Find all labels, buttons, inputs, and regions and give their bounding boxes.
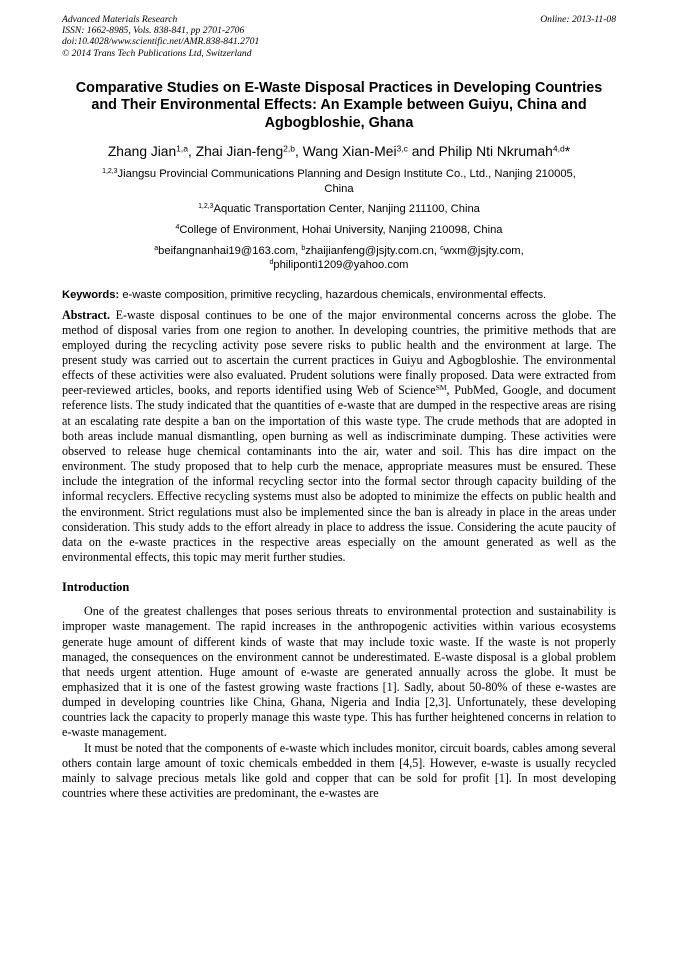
paper-page — [62, 14, 616, 801]
author-and: and — [407, 144, 439, 160]
abstract-label: Abstract. — [62, 307, 111, 322]
affiliation-line — [62, 167, 616, 181]
paper-title: Comparative Studies on E-Waste Disposal Practices in Developing Countries and Their Environmental Effects: An Example between Guiyu, China and Agbogbloshie, Ghana — [75, 79, 603, 131]
issn-line: ISSN: 1662-8985, Vols. 838-841, pp 2701-2706 — [62, 25, 245, 37]
email-superscript: d — [269, 259, 274, 267]
keywords-label: Keywords: — [62, 288, 120, 301]
affiliation-text: College of Environment, Hohai University, Nanjing 210098, China — [179, 223, 503, 236]
affiliation-text: Jiangsu Provincial Communications Planning and Design Institute Co., Ltd., Nanjing 210005, — [117, 168, 576, 181]
journal-name: Advanced Materials Research — [62, 14, 178, 25]
affiliation-line-continued: China — [324, 182, 354, 195]
email-block — [62, 244, 616, 272]
email-line — [62, 258, 616, 272]
abstract-text: E-waste disposal continues to be one of the major environmental concerns across the globe. The method of disposal varies from one region to another. In developing countries, the primitive methods that are employed during the recycling activity pose severe risks to public health and the environment at large. The present study was carried out to ascertain the current practices in Guiyu and Agbogbloshie. The environmental effects of these activities were also evaluated. Prudent solutions were finally proposed. Data were extracted from peer-reviewed articles, books, and reports identified using Web of Science — [62, 307, 616, 398]
corresponding-star: * — [564, 144, 571, 160]
email-b[interactable]: zhaijianfeng@jsjty.com.cn, — [305, 245, 437, 258]
email-superscript: a — [154, 245, 159, 253]
affiliation-text: Aquatic Transportation Center, Nanjing 211100, China — [213, 202, 480, 215]
affiliation-superscript: 1,2,3 — [102, 168, 118, 176]
journal-header — [62, 14, 616, 59]
author-name: Zhai Jian-feng — [195, 144, 284, 160]
email-superscript: c — [440, 245, 444, 253]
abstract — [62, 308, 616, 566]
paragraph: It must be noted that the components of e-waste which includes monitor, circuit boards, cables among several others contain large amount of toxic chemicals embedded in them [4,5]. However, e-waste is usually recycled mainly to salvage precious metals like gold and copper that can be sold for profit [1]. In most developing countries where these activities are predominant, the e-wastes are — [62, 740, 616, 801]
author-name: Philip Nti Nkrumah — [438, 144, 553, 160]
author-separator: , — [295, 144, 303, 160]
online-date: Online: 2013-11-08 — [540, 14, 616, 25]
author-superscript: 2,b — [283, 143, 296, 154]
email-line — [62, 244, 616, 258]
email-superscript: b — [301, 245, 306, 253]
keywords — [62, 288, 616, 302]
affiliation-superscript: 1,2,3 — [198, 202, 214, 210]
affiliation-2 — [62, 202, 616, 216]
keywords-text: e-waste composition, primitive recycling, hazardous chemicals, environmental effects. — [122, 288, 547, 301]
doi-line: doi:10.4028/www.scientific.net/AMR.838-841.2701 — [62, 36, 260, 48]
affiliation-3 — [62, 223, 616, 237]
author-superscript: 1,a — [176, 143, 189, 154]
author-list — [62, 143, 616, 161]
author-superscript: 3,c — [396, 143, 408, 154]
paragraph: One of the greatest challenges that poses serious threats to environmental protection and sustainability is improper waste management. The rapid increases in the anthropogenic activities within various ecosystems generate huge amount of different kinds of waste that may include toxic waste. If the waste is not properly managed, the consequences on the environment cannot be underestimated. E-waste disposal is a global problem that needs urgent attention. Huge amount of e-waste are generated annually across the globe. It must be emphasized that it is one of the fastest growing waste fractions [1]. Sadly, about 50-80% of these e-wastes are dumped in developing countries like China, Ghana, Nigeria and India [2,3]. Unfortunately, these developing countries lack the capacity to properly manage this waste type. This has further heightened concerns in relation to e-waste management. — [62, 604, 616, 740]
author-superscript: 4,d — [552, 143, 565, 154]
author-name: Wang Xian-Mei — [302, 144, 397, 160]
affiliation-1 — [62, 167, 616, 195]
email-d[interactable]: philiponti1209@yahoo.com — [273, 259, 409, 272]
email-a[interactable]: beifangnanhai19@163.com, — [158, 245, 299, 258]
abstract-text-continued: , PubMed, Google, and document reference lists. The study indicated that the quantities of e-waste that are dumped in the respective areas are rising at an escalating rate despite a ban on the importation of this waste type. The crude methods that are adopted in both areas include manual dismantling, open burning as well as indiscriminate dumping. These activities were observed to release huge chemical contaminants into the air, water and soil. This has dire impact on the environment. The study proposed that to help curb the menace, appropriate measures must be ensured. These include the integration of the informal recycling sector into the formal sector through capacity building of the informal recyclers. Effective recycling systems must also be adopted to minimize the effects on public health and the environment. Strict regulations must also be implemented since the ban is already in place in the areas under consideration. This study adds to the effort already in place to address the issue. Considering the acute paucity of data on the e-waste practices in the respective areas especially on the amount generated as well as the environmental effects, this topic may merit further studies. — [62, 383, 617, 565]
email-c[interactable]: wxm@jsjty.com, — [443, 245, 524, 258]
section-heading-introduction: Introduction — [62, 580, 130, 595]
author-name: Zhang Jian — [107, 144, 177, 160]
affiliation-superscript: 4 — [175, 224, 180, 232]
copyright-line: © 2014 Trans Tech Publications Ltd, Switzerland — [62, 47, 252, 59]
introduction-body — [62, 604, 616, 801]
author-separator: , — [188, 144, 196, 160]
service-mark: SM — [435, 383, 447, 393]
